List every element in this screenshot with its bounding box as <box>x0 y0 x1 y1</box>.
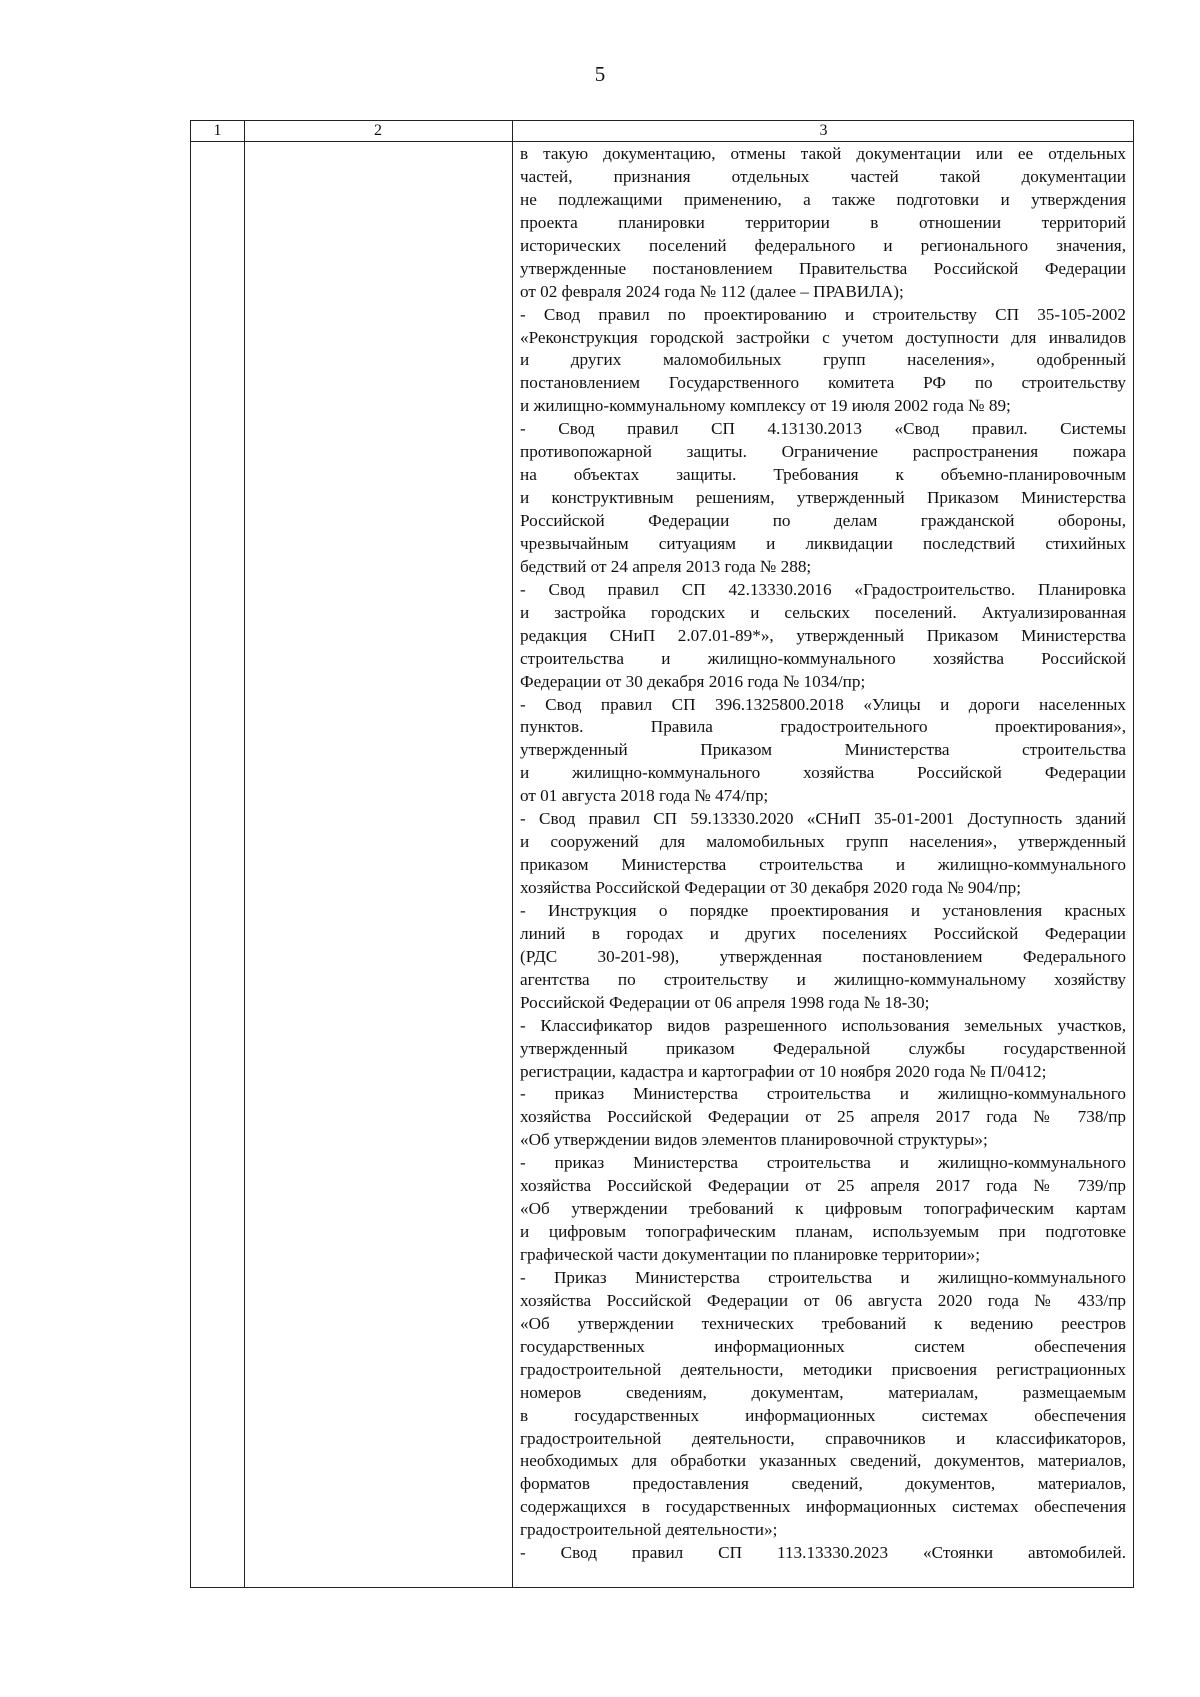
page-number: 5 <box>594 62 606 86</box>
text-line: «Об утверждении технических требований к ведению реестров <box>520 1313 1126 1333</box>
text-line: и цифровым топографическим планам, используемым при подготовке <box>520 1222 1126 1242</box>
text-line: линий в городах и других поселениях Российской Федерации <box>520 923 1126 943</box>
text-line: чрезвычайным ситуациям и ликвидации последствий стихийных <box>520 533 1126 553</box>
text-line: на объектах защиты. Требования к объемно-планировочным <box>520 465 1126 485</box>
text-line: исторических поселений федерального и регионального значения, <box>520 235 1126 255</box>
header-divider <box>191 141 1133 142</box>
text-line: Российской Федерации от 06 апреля 1998 года № 18-30; <box>520 992 930 1012</box>
text-line: хозяйства Российской Федерации от 06 августа 2020 года № 433/пр <box>520 1290 1126 1310</box>
text-line: - Свод правил СП 4.13130.2013 «Свод правил. Системы <box>520 419 1126 439</box>
column-header-2: 2 <box>374 122 382 139</box>
text-line: агентства по строительству и жилищно-коммунальному хозяйству <box>520 969 1126 989</box>
text-line: «Об утверждении требований к цифровым топографическим картам <box>520 1199 1126 1219</box>
text-line: Федерации от 30 декабря 2016 года № 1034/пр; <box>520 671 866 691</box>
text-line: - Классификатор видов разрешенного использования земельных участков, <box>520 1015 1126 1035</box>
text-line: проекта планировки территории в отношении территорий <box>520 212 1126 232</box>
text-line: государственных информационных систем обеспечения <box>520 1336 1126 1356</box>
column-divider-1 <box>244 121 245 1587</box>
text-line: пунктов. Правила градостроительного проектирования», <box>520 717 1126 737</box>
text-line: приказом Министерства строительства и жилищно-коммунального <box>520 855 1126 875</box>
text-line: - приказ Министерства строительства и жилищно-коммунального <box>520 1153 1126 1173</box>
text-line: хозяйства Российской Федерации от 25 апреля 2017 года № 739/пр <box>520 1176 1126 1196</box>
text-line: градостроительной деятельности, справочников и классификаторов, <box>520 1428 1126 1448</box>
text-line: графической части документации по планировке территории»; <box>520 1245 980 1264</box>
text-line: - Приказ Министерства строительства и жилищно-коммунального <box>520 1267 1126 1287</box>
text-line: - Свод правил СП 42.13330.2016 «Градостроительство. Планировка <box>520 579 1126 599</box>
text-line: форматов предоставления сведений, документов, материалов, <box>520 1474 1126 1494</box>
column-3-text <box>520 143 1126 1565</box>
text-line: - Свод правил СП 396.1325800.2018 «Улицы и дороги населенных <box>520 694 1126 714</box>
text-line: - Свод правил СП 59.13330.2020 «СНиП 35-01-2001 Доступность зданий <box>520 809 1126 829</box>
text-line: и других маломобильных групп населения», одобренный <box>520 350 1126 370</box>
document-table <box>190 120 1134 1588</box>
text-line: и сооружений для маломобильных групп населения», утвержденный <box>520 832 1126 852</box>
text-line: в такую документацию, отмены такой документации или ее отдельных <box>520 144 1126 163</box>
text-line: градостроительной деятельности»; <box>520 1520 778 1540</box>
text-line: номеров сведениям, документам, материалам, размещаемым <box>520 1382 1126 1402</box>
text-line: утвержденные постановлением Правительства Российской Федерации <box>520 258 1126 278</box>
text-line: - Свод правил СП 113.13330.2023 «Стоянки автомобилей. <box>520 1543 1126 1563</box>
text-line: хозяйства Российской Федерации от 30 декабря 2020 года № 904/пр; <box>520 878 1022 897</box>
text-line: (РДС 30-201-98), утвержденная постановлением Федерального <box>520 946 1126 966</box>
text-line: необходимых для обработки указанных сведений, документов, материалов, <box>520 1451 1126 1471</box>
text-line: «Об утверждении видов элементов планировочной структуры»; <box>520 1130 988 1150</box>
text-line: градостроительной деятельности, методики присвоения регистрационных <box>520 1359 1126 1379</box>
text-line: редакция СНиП 2.07.01-89*», утвержденный Приказом Министерства <box>520 625 1126 645</box>
text-line: Российской Федерации по делам гражданской обороны, <box>520 511 1126 530</box>
text-line: содержащихся в государственных информационных системах обеспечения <box>520 1497 1126 1517</box>
text-line: - Свод правил по проектированию и строительству СП 35-105-2002 <box>520 304 1126 324</box>
text-line: от 01 августа 2018 года № 474/пр; <box>520 786 769 806</box>
text-line: постановлением Государственного комитета РФ по строительству <box>520 373 1126 393</box>
text-line: и конструктивным решениям, утвержденный Приказом Министерства <box>520 488 1126 508</box>
column-header-3: 3 <box>819 122 828 139</box>
text-line: регистрации, кадастра и картографии от 10 ноября 2020 года № П/0412; <box>520 1061 1047 1081</box>
text-line: и застройка городских и сельских поселений. Актуализированная <box>520 602 1126 622</box>
text-line: и жилищно-коммунального хозяйства Российской Федерации <box>520 763 1126 783</box>
text-line: частей, признания отдельных частей такой документации <box>520 166 1126 186</box>
text-line: - приказ Министерства строительства и жилищно-коммунального <box>520 1084 1126 1104</box>
text-line: «Реконструкция городской застройки с учетом доступности для инвалидов <box>520 327 1126 347</box>
text-line: хозяйства Российской Федерации от 25 апреля 2017 года № 738/пр <box>520 1107 1126 1127</box>
text-line: строительства и жилищно-коммунального хозяйства Российской <box>520 648 1126 668</box>
text-line: в государственных информационных системах обеспечения <box>520 1405 1126 1425</box>
text-line: от 02 февраля 2024 года № 112 (далее – ПРАВИЛА); <box>520 281 904 301</box>
text-line: утвержденный приказом Федеральной службы государственной <box>520 1038 1126 1058</box>
column-divider-2 <box>512 121 513 1587</box>
text-line: утвержденный Приказом Министерства строительства <box>520 740 1126 760</box>
text-line: не подлежащими применению, а также подготовки и утверждения <box>520 189 1126 209</box>
column-header-1: 1 <box>213 122 222 139</box>
text-line: - Инструкция о порядке проектирования и установления красных <box>520 900 1126 920</box>
text-line: и жилищно-коммунальному комплексу от 19 июля 2002 года № 89; <box>520 396 1011 416</box>
text-line: бедствий от 24 апреля 2013 года № 288; <box>520 556 812 576</box>
text-line: противопожарной защиты. Ограничение распространения пожара <box>520 442 1126 462</box>
